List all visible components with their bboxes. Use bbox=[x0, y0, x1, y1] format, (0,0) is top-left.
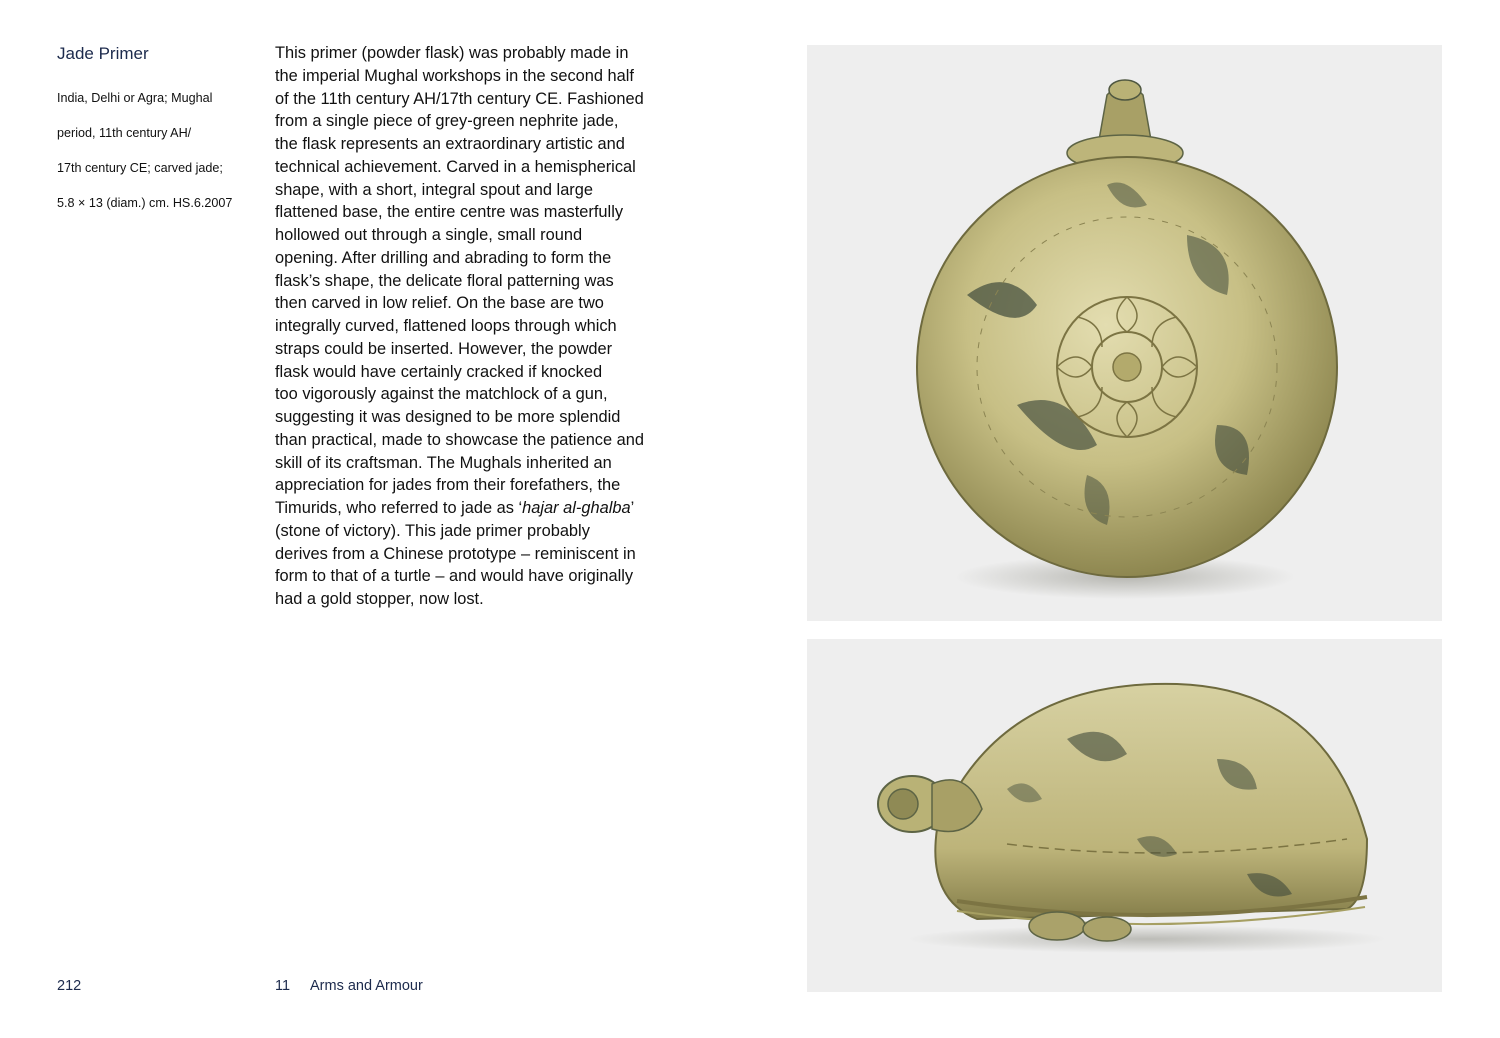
page-number: 212 bbox=[57, 978, 82, 994]
object-metadata bbox=[57, 72, 257, 213]
metadata-line: 17th century CE; carved jade; bbox=[57, 160, 223, 175]
description-line: flattened base, the entire centre was masterfully bbox=[275, 203, 624, 222]
description-line: flask would have certainly cracked if knocked bbox=[275, 362, 603, 381]
object-description bbox=[275, 42, 705, 611]
chapter-number: 11 bbox=[275, 978, 291, 994]
description-line: hollowed out through a single, small round bbox=[275, 226, 583, 244]
description-line: This primer (powder flask) was probably made in bbox=[275, 44, 629, 62]
description-line: suggesting it was designed to be more splendid bbox=[275, 408, 621, 426]
object-caption bbox=[57, 42, 257, 213]
description-line: from a single piece of grey-green nephrite jade, bbox=[275, 112, 619, 131]
italic-term: hajar al-ghalba bbox=[522, 499, 631, 517]
description-line: (stone of victory). This jade primer probably bbox=[275, 521, 590, 540]
description-line: form to that of a turtle – and would have originally bbox=[275, 567, 634, 586]
flask-side-photo bbox=[807, 639, 1442, 992]
description-line: integrally curved, flattened loops through which bbox=[275, 317, 617, 335]
description-line: had a gold stopper, now lost. bbox=[275, 590, 484, 608]
description-line: flask’s shape, the delicate floral patterning was bbox=[275, 271, 614, 290]
metadata-line: 5.8 × 13 (diam.) cm. HS.6.2007 bbox=[57, 196, 233, 211]
description-line: of the 11th century AH/17th century CE. Fashioned bbox=[275, 89, 644, 108]
jade-flask-front-image bbox=[807, 45, 1442, 621]
description-line: straps could be inserted. However, the powder bbox=[275, 339, 613, 358]
metadata-line: period, 11th century AH/ bbox=[57, 125, 192, 140]
description-line: the imperial Mughal workshops in the second half bbox=[275, 66, 634, 85]
description-line: Timurids, who referred to jade as ‘hajar al-ghalba’ bbox=[275, 499, 635, 517]
description-line: derives from a Chinese prototype – reminiscent in bbox=[275, 544, 636, 563]
flask-front-photo bbox=[807, 45, 1442, 621]
description-line: too vigorously against the matchlock of a gun, bbox=[275, 385, 608, 404]
description-line: than practical, made to showcase the patience and bbox=[275, 430, 645, 449]
metadata-line: India, Delhi or Agra; Mughal bbox=[57, 90, 213, 105]
description-line: opening. After drilling and abrading to form the bbox=[275, 248, 612, 267]
chapter-title: Arms and Armour bbox=[310, 978, 423, 994]
jade-flask-side-image bbox=[807, 639, 1442, 992]
description-line: skill of its craftsman. The Mughals inherited an bbox=[275, 453, 612, 472]
description-line: the flask represents an extraordinary artistic and bbox=[275, 135, 625, 153]
description-line: shape, with a short, integral spout and large bbox=[275, 180, 593, 199]
object-title: Jade Primer bbox=[57, 44, 149, 63]
description-line: technical achievement. Carved in a hemispherical bbox=[275, 157, 636, 176]
description-line: appreciation for jades from their forefathers, the bbox=[275, 476, 621, 495]
description-line: then carved in low relief. On the base are two bbox=[275, 294, 604, 313]
